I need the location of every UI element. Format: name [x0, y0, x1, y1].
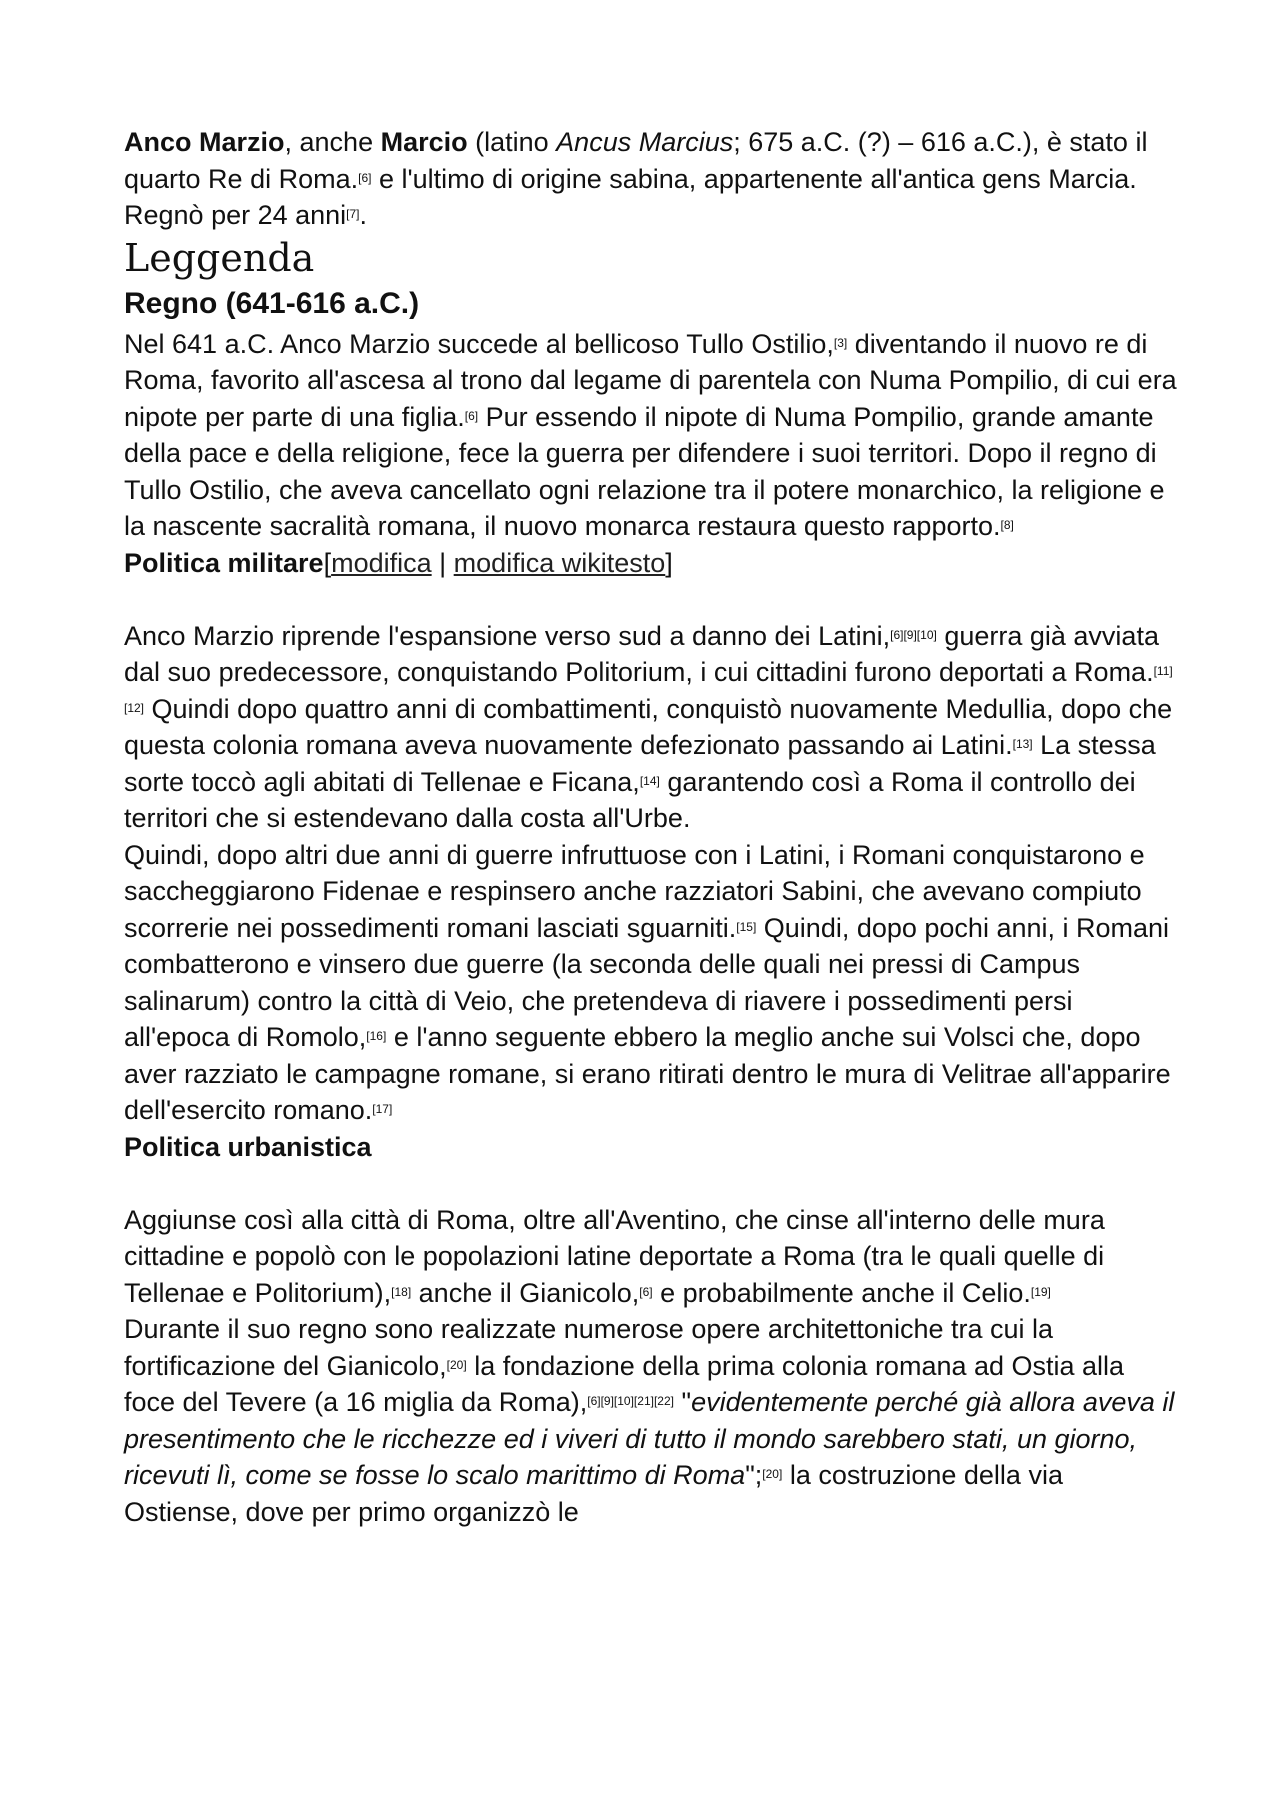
regno-paragraph [124, 326, 1180, 545]
reference-mark[interactable]: [7] [346, 207, 360, 221]
alt-name-bold: Marcio [380, 127, 468, 157]
edit-link[interactable]: modifica [331, 547, 432, 578]
section-heading-urbanistica: Politica urbanistica [124, 1131, 372, 1162]
text-span: La stessa sorte toccò agli abitati di Tellenae e Ficana, [124, 730, 1156, 797]
text-span: Quindi, dopo pochi anni, i Romani combatterono e vinsero due guerre (la seconda delle quali nei pressi di Campus salinarum) contro la città di Veio, che pretendeva di riavere i possedimenti persi all'epoca di Romolo, [124, 912, 1170, 1052]
heading-leggenda: Leggenda [124, 235, 315, 280]
text-span: e l'ultimo di origine sabina, appartenente all'antica gens Marcia. Regnò per 24 anni [124, 163, 1137, 230]
heading-regno: Regno (641-616 a.C.) [124, 286, 420, 320]
text-span: Pur essendo il nipote di Numa Pompilio, grande amante della pace e della religione, fece la guerra per difendere i suoi territori. Dopo il regno di Tullo Ostilio, che aveva cancellato ogni relazione tra il potere monarchico, la religione e la nascente sacralità romana, il nuovo monarca restaura questo rapporto. [124, 401, 1165, 541]
edit-wikitext-link[interactable]: modifica wikitesto [453, 547, 666, 578]
reference-mark[interactable]: [14] [639, 773, 660, 788]
reference-mark[interactable]: [6] [639, 1284, 653, 1299]
text-span: la fondazione della prima colonia romana ad Ostia alla foce del Tevere (a 16 miglia da Roma), [124, 1350, 1125, 1417]
latin-name-italic: Ancus Marcius [556, 127, 734, 157]
reference-mark[interactable]: [13] [1012, 737, 1033, 751]
name-bold: Anco Marzio [124, 127, 285, 157]
text-span: ; 675 a.C. (?) – 616 a.C.), è stato il quarto Re di Roma. [124, 127, 1148, 194]
reference-mark[interactable]: [6][9][10][21][22] [587, 1394, 674, 1408]
urbanistica-paragraph-1 [124, 1202, 1180, 1312]
section-title: Politica militare [124, 547, 324, 578]
reference-mark[interactable]: [16] [366, 1029, 387, 1043]
reference-mark[interactable]: [8] [1000, 518, 1014, 532]
text-span: garantendo così a Roma il controllo dei territori che si estendevano dalla costa all'Urbe. [124, 766, 1136, 833]
text-span: . [359, 200, 368, 230]
text-span: , anche [284, 127, 381, 157]
reference-mark[interactable]: [17] [372, 1102, 393, 1116]
spacer [124, 1165, 1180, 1202]
text-span: e probabilmente anche il Celio. [652, 1277, 1031, 1308]
text-span: Anco Marzio riprende l'espansione verso sud a danno dei Latini, [124, 620, 891, 651]
urbanistica-paragraph-2 [124, 1311, 1180, 1530]
militare-paragraph-1 [124, 618, 1180, 837]
text-span: (latino [467, 127, 557, 157]
text-span: Quindi dopo quattro anni di combattimenti, conquistò nuovamente Medullia, dopo che questa colonia romana aveva nuovamente defezionato passando ai Latini. [124, 693, 1173, 760]
reference-mark[interactable]: [11][12] [124, 664, 1173, 715]
reference-mark[interactable]: [15] [736, 919, 757, 934]
text-span: "; [745, 1460, 763, 1490]
text-span: diventando il nuovo re di Roma, favorito all'ascesa al trono dal legame di parentela con Numa Pompilio, di cui era nipote per parte di una figlia. [124, 328, 1177, 432]
separator: | [431, 547, 454, 578]
reference-mark[interactable]: [20] [446, 1357, 467, 1372]
reference-mark[interactable]: [19] [1030, 1284, 1051, 1299]
quote-italic: evidentemente perché già allora aveva il presentimento che le ricchezze ed i viveri di tutto il mondo sarebbero stati, un giorno, ricevuti lì, come se fosse lo scalo marittimo di Roma [124, 1387, 1175, 1490]
reference-mark[interactable]: [6][9][10] [890, 627, 937, 642]
text-span: Quindi, dopo altri due anni di guerre infruttuose con i Latini, i Romani conquistarono e saccheggiarono Fidenae e respinsero anche razziatori Sabini, che avevano compiuto scorrerie nei possedimenti romani lasciati sguarniti. [124, 839, 1145, 943]
bracket: ] [665, 547, 673, 578]
section-heading-militare [124, 545, 1180, 582]
spacer [124, 581, 1180, 618]
reference-mark[interactable]: [6] [464, 408, 479, 423]
militare-paragraph-2 [124, 837, 1180, 1129]
reference-mark[interactable]: [6] [358, 170, 372, 185]
text-span: anche il Gianicolo, [411, 1277, 640, 1308]
text-span: e l'anno seguente ebbero la meglio anche sui Volsci che, dopo aver razziato le campagne romane, si erano ritirati dentro le mura di Velitrae all'apparire dell'esercito romano. [124, 1022, 1171, 1125]
text-span: la costruzione della via Ostiense, dove per primo organizzò le [124, 1460, 1063, 1527]
reference-mark[interactable]: [18] [391, 1284, 412, 1299]
reference-mark[interactable]: [3] [833, 335, 848, 350]
text-span: Durante il suo regno sono realizzate numerose opere architettoniche tra cui la fortificazione del Gianicolo, [124, 1314, 1054, 1381]
text-span: guerra già avviata dal suo predecessore, conquistando Politorium, i cui cittadini furono deportati a Roma. [124, 620, 1159, 687]
text-span: " [673, 1387, 692, 1417]
edit-links [324, 548, 673, 578]
reference-mark[interactable]: [20] [762, 1467, 783, 1481]
text-span: Aggiunse così alla città di Roma, oltre all'Aventino, che cinse all'interno delle mura cittadine e popolò con le popolazioni latine deportate a Roma (tra le quali quelle di Tellenae e Politorium), [124, 1204, 1105, 1308]
intro-paragraph [124, 124, 1180, 234]
bracket: [ [323, 547, 332, 578]
text-span: Nel 641 a.C. Anco Marzio succede al bellicoso Tullo Ostilio, [124, 328, 834, 359]
